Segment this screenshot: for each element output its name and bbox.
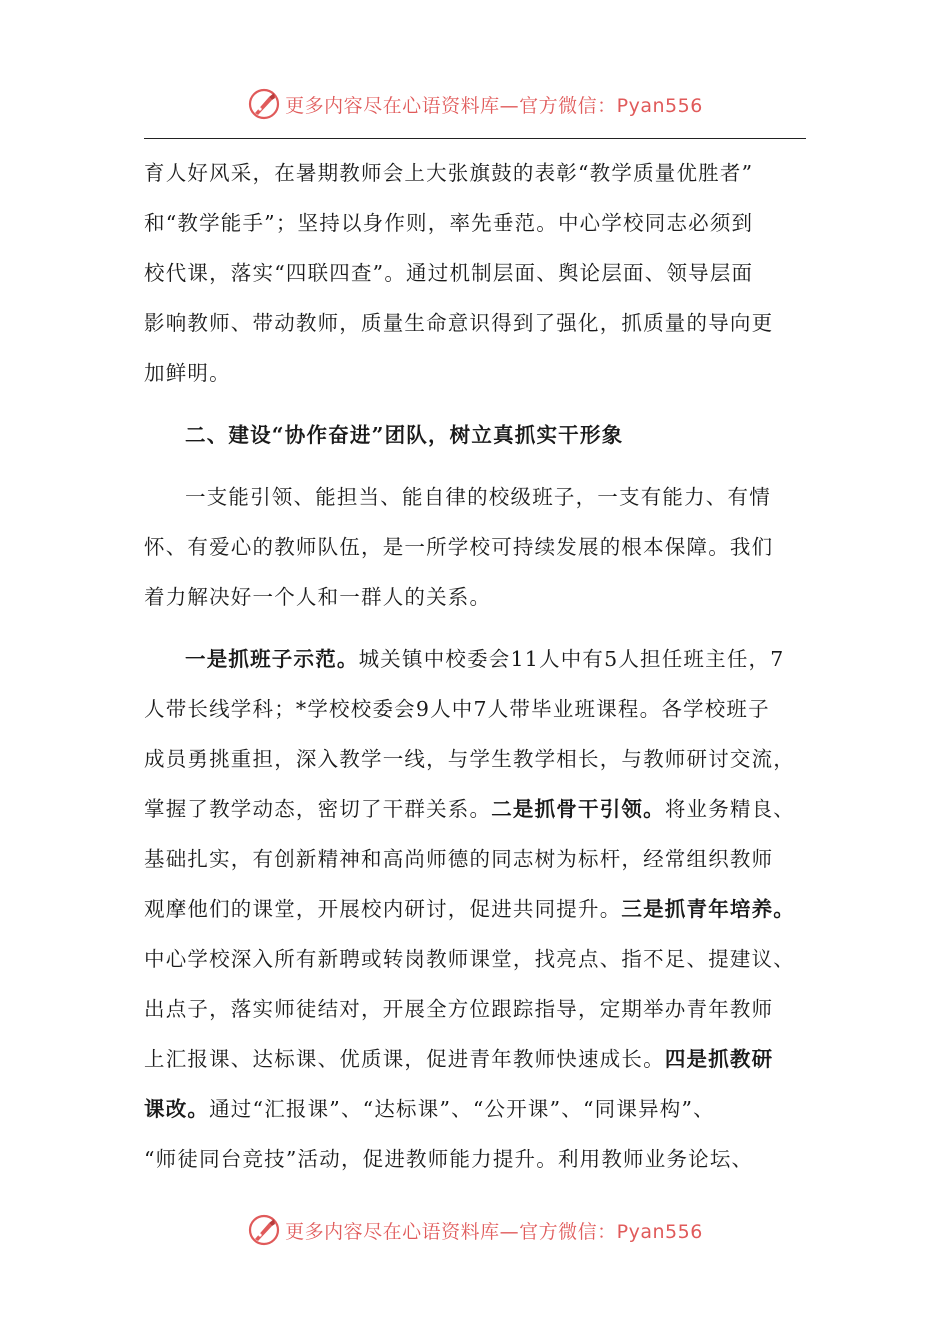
text-line: 掌握了教学动态，密切了干群关系。二是抓骨干引领。将业务精良、 <box>144 797 796 821</box>
text-line: 人带长线学科；*学校校委会9人中7人带毕业班课程。各学校班子 <box>144 697 770 721</box>
text-line: 怀、有爱心的教师队伍，是一所学校可持续发展的根本保障。我们 <box>144 535 774 559</box>
text-line: 上汇报课、达标课、优质课，促进青年教师快速成长。四是抓教研 <box>144 1047 774 1071</box>
header-watermark-banner <box>0 84 950 124</box>
text-line: 成员勇挑重担，深入教学一线，与学生教学相长，与教师研讨交流， <box>144 747 795 771</box>
watermark-text: 更多内容尽在心语资料库—官方微信：Pyan556 <box>285 1220 703 1243</box>
document-body <box>144 148 810 1184</box>
watermark-text: 更多内容尽在心语资料库—官方微信：Pyan556 <box>285 94 703 117</box>
header-divider <box>144 138 806 139</box>
text-line: 出点子，落实师徒结对，开展全方位跟踪指导，定期举办青年教师 <box>144 997 774 1021</box>
text-line: 着力解决好一个人和一群人的关系。 <box>144 585 492 609</box>
bold-lead: 三是抓青年培养。 <box>621 897 796 921</box>
text-line: 一支能引领、能担当、能自律的校级班子，一支有能力、有情 <box>185 485 771 509</box>
text-line: 和“教学能手”；坚持以身作则，率先垂范。中心学校同志必须到 <box>144 211 754 235</box>
bold-lead: 二是抓骨干引领。 <box>491 797 665 821</box>
bold-lead: 一是抓班子示范。 <box>185 647 359 671</box>
text-line: 育人好风采，在暑期教师会上大张旗鼓的表彰“教学质量优胜者” <box>144 161 754 185</box>
text-line: “师徒同台竞技”活动，促进教师能力提升。利用教师业务论坛、 <box>144 1147 754 1171</box>
text-line: 加鲜明。 <box>144 361 231 385</box>
section-heading: 二、建设“协作奋进”团队，树立真抓实干形象 <box>185 423 624 447</box>
bold-lead: 课改。 <box>144 1097 210 1121</box>
text-line: 课改。通过“汇报课”、“达标课”、“公开课”、“同课异构”、 <box>144 1097 715 1121</box>
bold-lead: 四是抓教研 <box>664 1047 774 1071</box>
text-line: 观摩他们的课堂，开展校内研讨，促进共同提升。三是抓青年培养。 <box>144 897 796 921</box>
text-line: 影响教师、带动教师，质量生命意识得到了强化，抓质量的导向更 <box>144 311 774 335</box>
text-line: 校代课，落实“四联四查”。通过机制层面、舆论层面、领导层面 <box>144 261 754 285</box>
footer-watermark-banner <box>0 1210 950 1250</box>
pen-nib-logo-icon <box>247 1213 281 1247</box>
text-line: 一是抓班子示范。城关镇中校委会11人中有5人担任班主任，7 <box>185 647 785 671</box>
text-line: 基础扎实，有创新精神和高尚师德的同志树为标杆，经常组织教师 <box>144 847 774 871</box>
text-line: 中心学校深入所有新聘或转岗教师课堂，找亮点、指不足、提建议、 <box>144 947 795 971</box>
pen-nib-logo-icon <box>247 87 281 121</box>
